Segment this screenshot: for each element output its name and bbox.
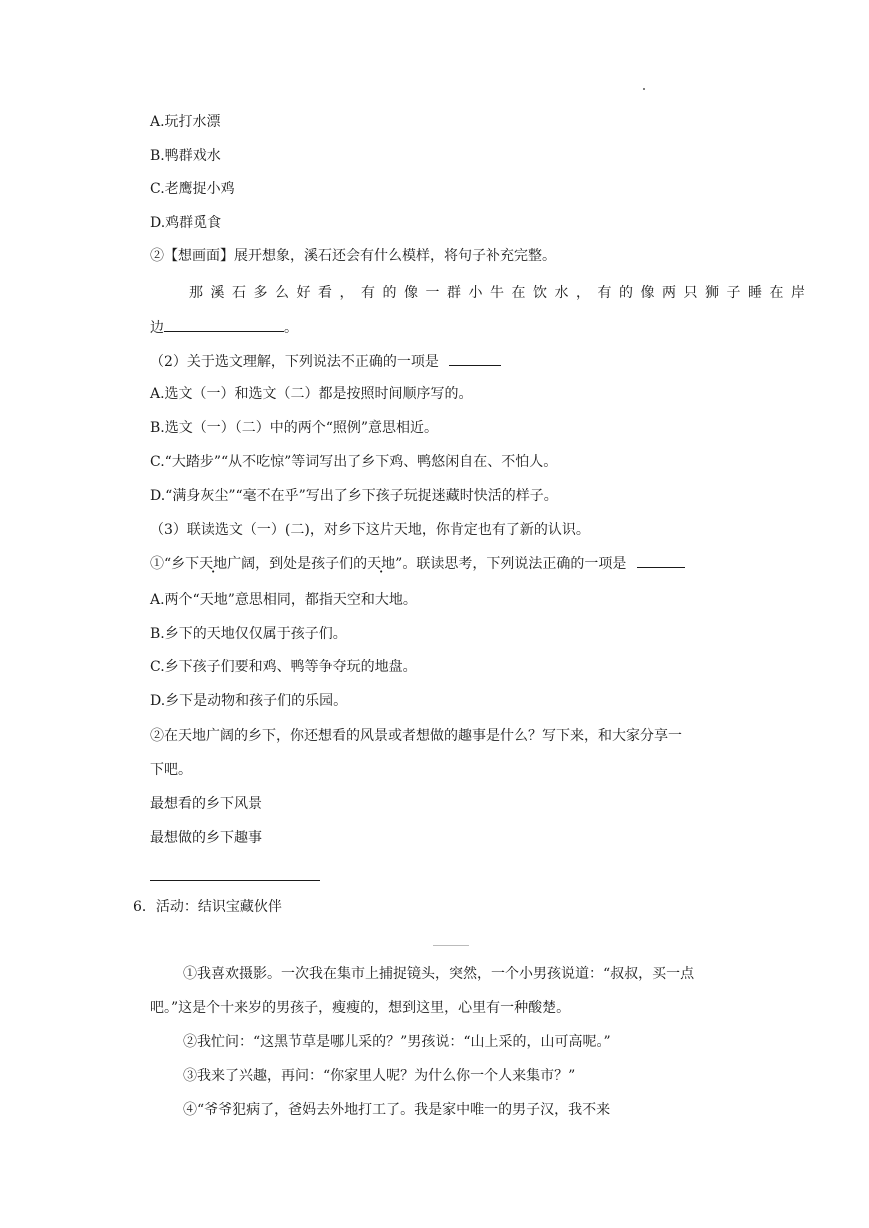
decorative-dot — [643, 88, 645, 90]
emphasis-word-tiandi-2: 天地 — [367, 556, 396, 572]
q1-option-b: B.鸭群戏水 — [150, 148, 221, 164]
q3-option-d: D.乡下是动物和孩子们的乐园。 — [150, 693, 348, 709]
q2-prompt-line — [150, 351, 501, 372]
answer-blank-q2[interactable] — [449, 351, 501, 366]
scenery-label: 最想看的乡下风景 — [150, 796, 262, 812]
sentence-end-text: 。 — [284, 320, 298, 336]
answer-line-fun[interactable] — [150, 880, 320, 881]
q1-sub2-prompt: ②【想画面】展开想象，溪石还会有什么模样，将句子补充完整。 — [150, 248, 556, 264]
q1-sub2-sentence-end — [150, 317, 298, 338]
q2-option-b: B.选文（一）（二）中的两个“照例”意思相近。 — [150, 420, 439, 436]
q2-prompt: （2）关于选文理解，下列说法不正确的一项是 — [150, 354, 439, 370]
q3-option-a: A.两个“天地”意思相同，都指天空和大地。 — [150, 592, 417, 608]
q3-sub1-mid: 广阔，到处是孩子们的 — [227, 556, 368, 572]
q6-paragraph-4: ④“爷爷犯病了，爸妈去外地打工了。我是家中唯一的男子汉，我不来 — [183, 1102, 611, 1118]
q2-option-a: A.选文（一）和选文（二）都是按照时间顺序写的。 — [150, 386, 473, 402]
q3-sub2-prompt-cont: 下吧。 — [150, 762, 192, 778]
q6-paragraph-2: ②我忙问：“这黑节草是哪儿采的？”男孩说：“山上采的，山可高呢。” — [183, 1034, 611, 1050]
q6-paragraph-1: ①我喜欢摄影。一次我在集市上捕捉镜头，突然，一个小男孩说道：“叔叔，买一点 — [183, 966, 695, 982]
answer-blank-rock[interactable] — [164, 317, 284, 332]
q3-option-b: B.乡下的天地仅仅属于孩子们。 — [150, 626, 347, 642]
sentence-start-text: 边 — [150, 320, 164, 336]
fun-label: 最想做的乡下趣事 — [150, 830, 262, 846]
q6-title: 6．活动：结识宝藏伙伴 — [133, 899, 282, 915]
q3-prompt: （3）联读选文（一）(二)，对乡下这片天地，你肯定也有了新的认识。 — [150, 522, 590, 538]
answer-blank-q3[interactable] — [637, 553, 685, 568]
q6-paragraph-1-cont: 吧。”这是个十来岁的男孩子，瘦瘦的，想到这里，心里有一种酸楚。 — [150, 1000, 571, 1016]
q1-option-d: D.鸡群觅食 — [150, 215, 222, 231]
q3-option-c: C.乡下孩子们要和鸡、鸭等争夺玩的地盘。 — [150, 659, 417, 675]
emphasis-word-tiandi-1: 天地 — [199, 556, 228, 572]
q2-option-c: C.“大踏步”“从不吃惊”等词写出了乡下鸡、鸭悠闲自在、不怕人。 — [150, 454, 558, 470]
q1-sub2-sentence: 那溪石多么好看，有的像一群小牛在饮水，有的像两只狮子睡在岸 — [189, 285, 813, 301]
q3-sub1-prefix: ①“乡下 — [150, 556, 200, 572]
q3-sub1-suffix: ”。联读思考，下列说法正确的一项是 — [395, 556, 627, 572]
q1-option-c: C.老鹰捉小鸡 — [150, 181, 235, 197]
q3-sub2-prompt: ②在天地广阔的乡下，你还想看的风景或者想做的趣事是什么？写下来，和大家分享一 — [150, 728, 682, 744]
q1-option-a: A.玩打水漂 — [150, 114, 221, 130]
q6-paragraph-3: ③我来了兴趣，再问：“你家里人呢？为什么你一个人来集市？” — [183, 1068, 576, 1084]
q3-sub1-line — [150, 553, 685, 574]
q2-option-d: D.“满身灰尘”“毫不在乎”写出了乡下孩子玩捉迷藏时快活的样子。 — [150, 488, 558, 504]
section-divider — [433, 945, 469, 946]
